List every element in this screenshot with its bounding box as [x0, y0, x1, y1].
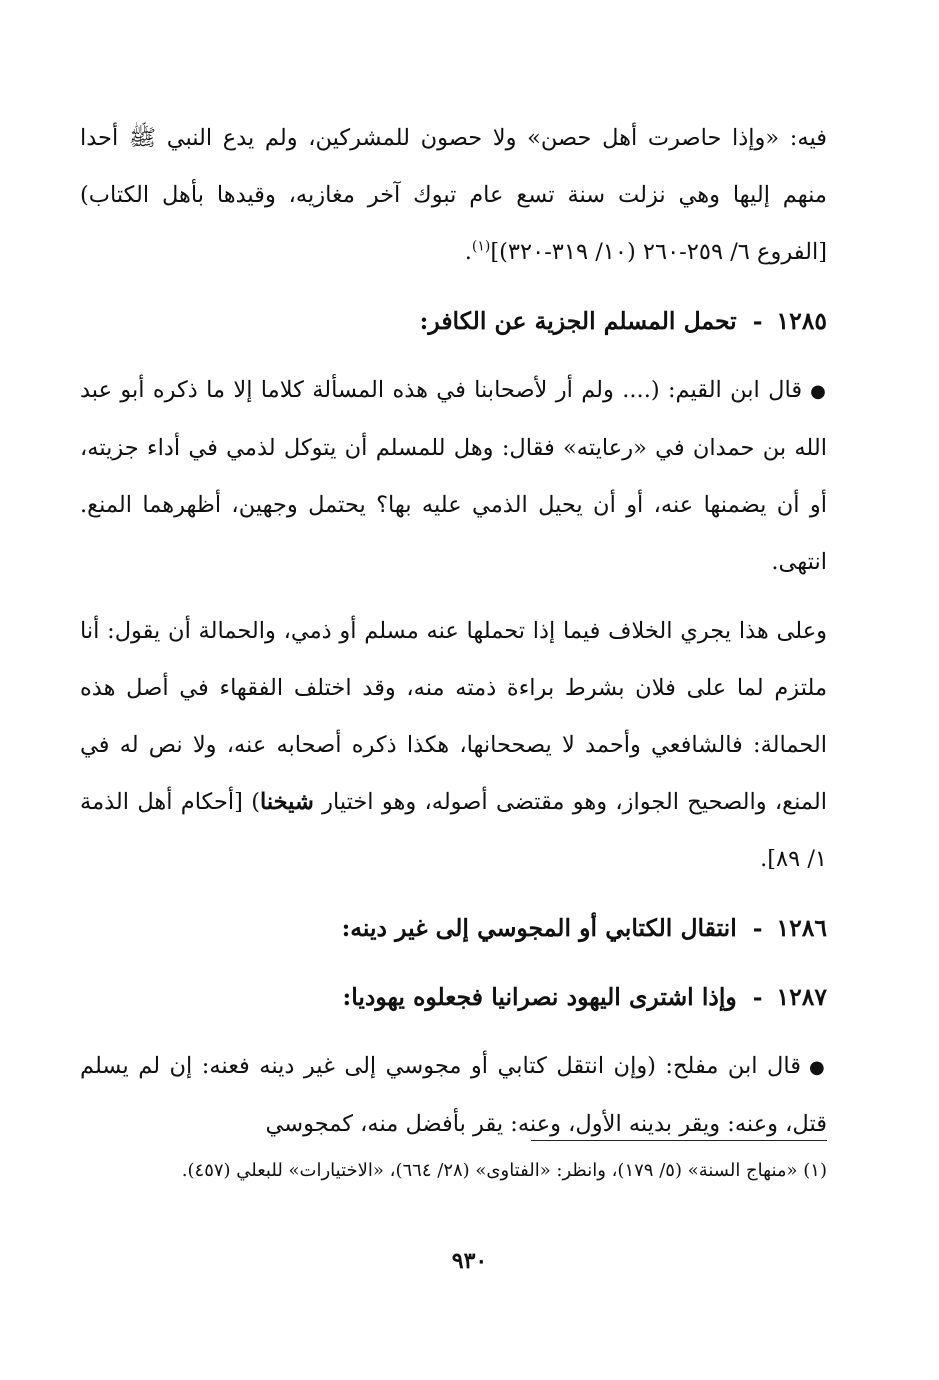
- section-title: وإذا اشترى اليهود نصرانيا فجعلوه يهوديا:: [342, 983, 737, 1011]
- section-dash: -: [752, 983, 763, 1011]
- paragraph-1-text: فيه: «وإذا حاصرت أهل حصن» ولا حصون للمشركين، ولم يدع النبي ﷺ أحدا منهم إليها وهي نزلت سنة تسع عام تبوك آخر مغازيه، وقيدها بأهل الكتاب) [الفروع ٦/ ٢٥٩-٢٦٠ (١٠/ ٣١٩-٣٢٠)]: [80, 125, 827, 265]
- paragraph-3-text: وعلى هذا يجري الخلاف فيما إذا تحملها عنه مسلم أو ذمي، والحمالة أن يقول: أنا ملتزم لما على فلان بشرط براءة ذمته منه، وقد اختلف الفقهاء في أصل هذه الحمالة: فالشافعي وأحمد لا يصححانها، هكذا ذكره أصحابه عنه، ولا نص له في المنع، والصحيح الجواز، وهو مقتضى أصوله،: [80, 618, 828, 815]
- section-heading-1285: [80, 293, 827, 350]
- bullet-icon: ●: [808, 1057, 827, 1078]
- section-dash: -: [752, 307, 763, 335]
- paragraph-1: [80, 110, 827, 281]
- footnote-divider: [531, 1140, 827, 1141]
- page-number: ٩٣٠: [451, 1248, 488, 1274]
- paragraph-3-citation: ) [أحكام أهل الذمة ١/ ٨٩].: [80, 789, 827, 872]
- section-heading-1287: [80, 969, 827, 1026]
- paragraph-4: [80, 1038, 827, 1153]
- paragraph-3-emphasis: شيخنا: [259, 789, 314, 815]
- section-heading-1286: [80, 900, 827, 957]
- section-dash: -: [752, 914, 763, 942]
- section-title: تحمل المسلم الجزية عن الكافر:: [419, 307, 737, 335]
- paragraph-2: [80, 362, 827, 591]
- paragraph-2-text: قال ابن القيم: (.... ولم أر لأصحابنا في هذه المسألة كلاما إلا ما ذكره أبو عبد الله بن حمدان في «رعايته» فقال: وهل للمسلم أن يتوكل لذمي في أداء جزيته، أو أن يضمنها عنه، أو أن يحيل الذمي عليه بها؟ يحتمل وجهين، أظهرهما المنع. انتهى.: [80, 377, 827, 575]
- section-number: ١٢٨٦: [776, 914, 827, 942]
- footnote-reference[interactable]: (١): [471, 238, 491, 255]
- paragraph-3: [80, 603, 827, 888]
- bullet-icon: ●: [810, 381, 827, 402]
- page-body: [80, 110, 827, 1153]
- section-title: انتقال الكتابي أو المجوسي إلى غير دينه:: [341, 914, 737, 942]
- paragraph-4-text: قال ابن مفلح: (وإن انتقل كتابي أو مجوسي إلى غير دينه فعنه: إن لم يسلم قتل، وعنه: ويقر بدينه الأول، وعنه: يقر بأفضل منه، كمجوسي: [80, 1053, 827, 1137]
- section-number: ١٢٨٧: [776, 983, 827, 1011]
- paragraph-3-tail: وهو اختيار: [322, 789, 417, 815]
- footnote: (١) «منهاج السنة» (٥/ ١٧٩)، وانظر: «الفتاوى» (٢٨/ ٦٦٤)، «الاختيارات» للبعلي (٤٥٧).: [181, 1160, 827, 1181]
- paragraph-1-end: .: [464, 239, 472, 265]
- section-number: ١٢٨٥: [776, 307, 827, 335]
